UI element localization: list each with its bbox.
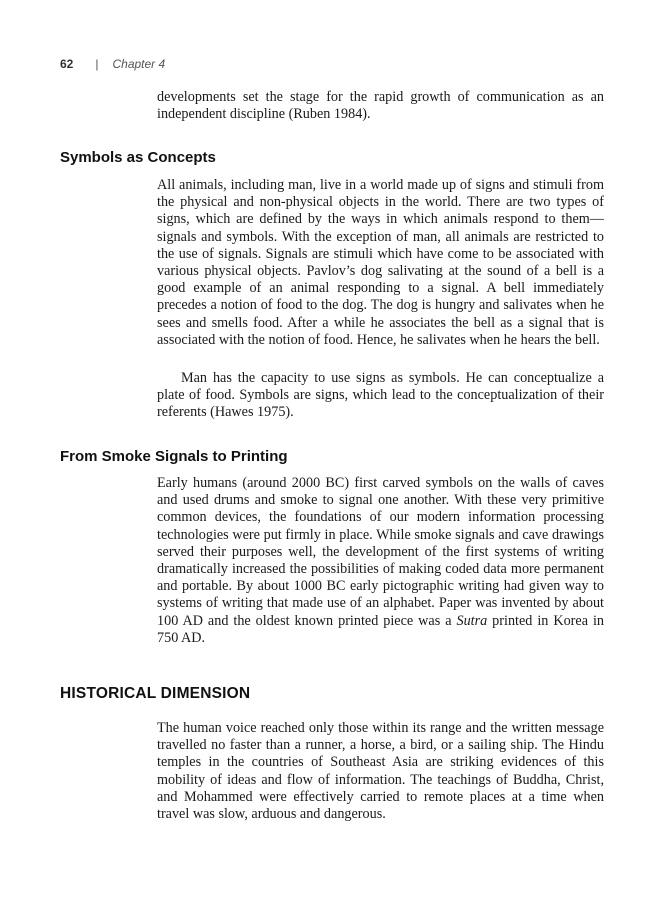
sutra-italic: Sutra: [456, 612, 488, 629]
smoke-signals-paragraph: [157, 475, 604, 647]
section-heading-symbols: Symbols as Concepts: [60, 149, 216, 166]
smoke-signals-text-end: printed in Korea in 750 AD.: [157, 612, 605, 646]
running-header: [60, 57, 165, 71]
symbols-paragraph-2: Man has the capacity to use signs as symbols. He can conceptualize a plate of food. Symbols are signs, which lead to the conceptualization of their referents (Hawes 1975).: [157, 370, 604, 421]
historical-paragraph: The human voice reached only those within its range and the written message travelled no faster than a runner, a horse, a bird, or a sailing ship. The Hindu temples in the countries of Southeast Asia are striking evidences of this mobility of ideas and flow of information. The teachings of Buddha, Christ, and Mohammed were effectively carried to remote places at a time when travel was slow, arduous and dangerous.: [157, 720, 604, 823]
symbols-paragraph-1: All animals, including man, live in a world made up of signs and stimuli from the physical and non-physical objects in the world. There are two types of signs, which are defined by the ways in which animals respond to them—signals and symbols. With the exception of man, all animals are restricted to the use of signals. Signals are stimuli which have come to be associated with various physical objects. Pavlov’s dog salivating at the sound of a bell is a good example of an animal responding to a signal. A bell immediately precedes a notion of food to the dog. The dog is hungry and salivates when he sees and smells food. After a while he associates the bell as a signal that is associated with the notion of food. Hence, he salivates when he hears the bell.: [157, 177, 604, 348]
chapter-label: Chapter 4: [112, 57, 166, 71]
section-heading-smoke-signals: From Smoke Signals to Printing: [60, 448, 288, 465]
page-number: 62: [60, 57, 74, 71]
header-separator: |: [95, 57, 99, 71]
smoke-signals-text: Early humans (around 2000 BC) first carved symbols on the walls of caves and used drums and smoke to signal one another. With these very primitive common devices, the foundations of our modern information processing technologies were put firmly in place. While smoke signals and cave drawings served their purposes well, the development of the first systems of writing dramatically increased the possibilities of making coded data more permanent and portable. By about 1000 BC early pictographic writing had given way to systems of writing that made use of an alphabet. Paper was invented by about 100 AD and the oldest known printed piece was a: [157, 475, 604, 629]
section-heading-historical: HISTORICAL DIMENSION: [60, 685, 251, 702]
intro-paragraph: developments set the stage for the rapid growth of communication as an independent discipline (Ruben 1984).: [157, 89, 604, 123]
